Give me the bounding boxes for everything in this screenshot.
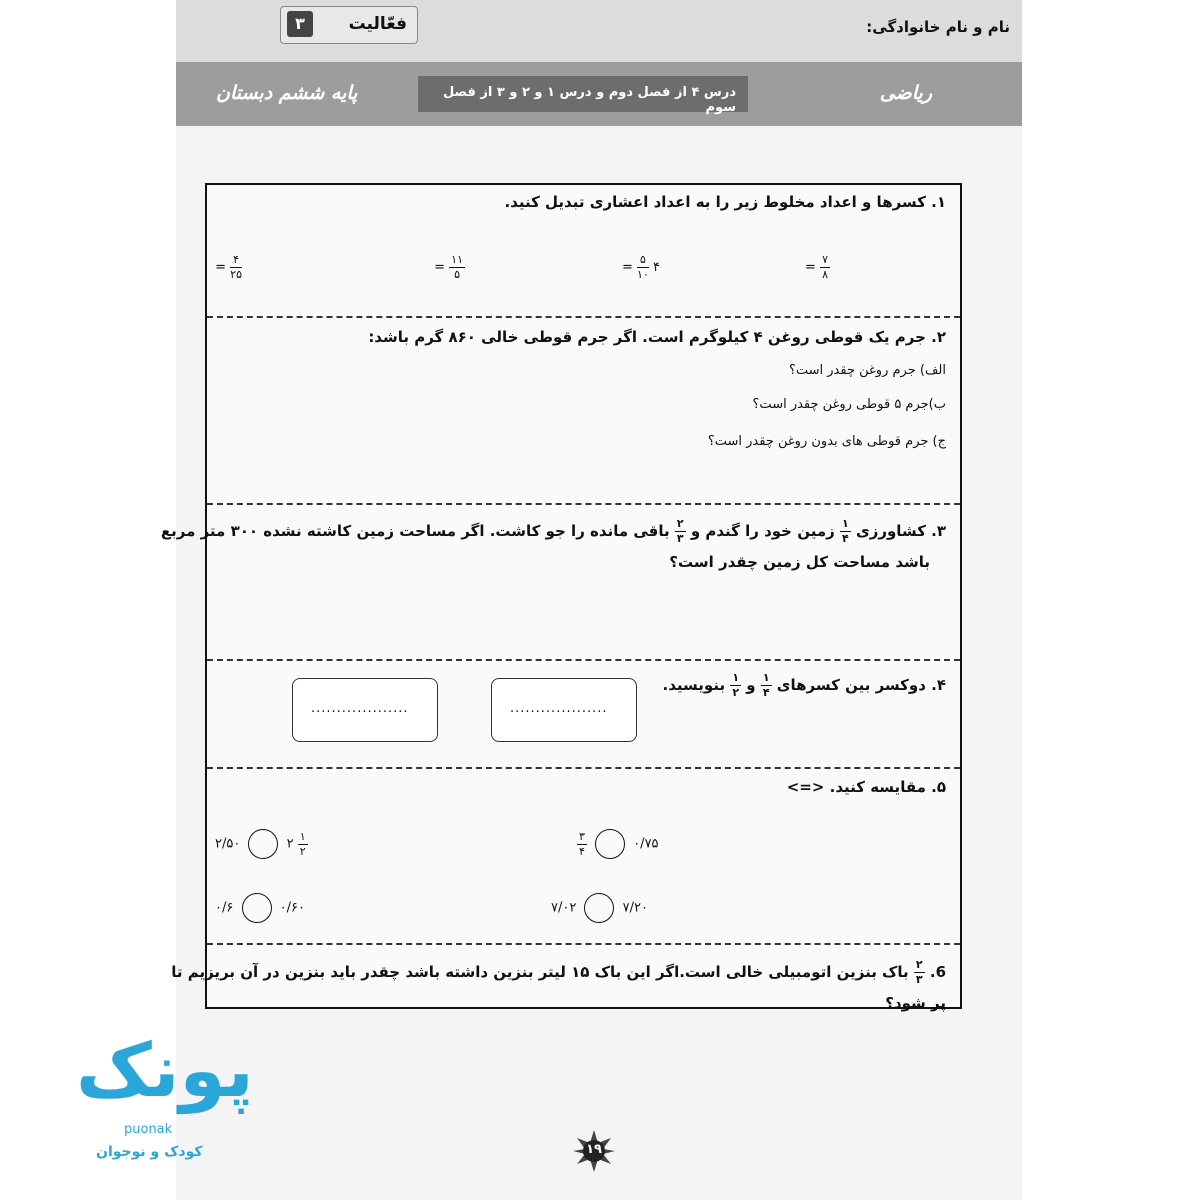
compare-row-2-left: ۰/۶ ۰/۶۰ [215,893,305,923]
equals-sign: = [622,260,633,275]
equals-sign: = [434,260,446,275]
question-3-line-1: ۳. کشاورزی ۱ ۴ زمین خود را گندم و ۲ ۳ باقی مانده را جو کاشت. اگر مساحت زمین کاشته نشده ۳۰۰ متر مربع [160,517,946,545]
q1-item-3 [434,253,465,282]
grade-title: پایه ششم دبستان [216,82,358,104]
question-2-text: ۲. جرم یک قوطی روغن ۴ کیلوگرم است. اگر جرم قوطی خالی ۸۶۰ گرم باشد: [368,328,946,346]
q1-item-1 [805,253,830,282]
equals-sign: = [215,260,227,275]
fraction: ۳ ۴ [579,829,585,858]
question-2-part-a: الف) جرم روغن چقدر است؟ [788,363,946,378]
divider [207,943,960,945]
answer-box-1[interactable] [491,678,637,742]
lesson-text: درس ۴ از فصل دوم و درس ۱ و ۲ و ۳ از فصل سوم [442,85,736,115]
compare-row-1-left: ۲/۵۰ ۲ ۱ ۲ [215,829,306,858]
compare-circle[interactable] [595,829,625,859]
logo-brand: puonak [124,1122,173,1137]
divider [207,659,960,661]
logo-tagline: کودک و نوجوان [96,1144,203,1160]
fraction: ۵ ۱۰ [637,253,649,281]
fraction: ۲ ۳ [915,958,923,986]
compare-circle[interactable] [248,829,278,859]
fraction: ۱ ۴ [842,517,849,545]
answer-box-2[interactable] [292,678,438,742]
questions-box [160,183,962,1012]
question-2-part-c: ج) جرم قوطی های بدون روغن چقدر است؟ [707,434,946,449]
fraction: ۱ ۲ [732,671,740,699]
header-subject-band [176,62,1022,126]
q1-item-2 [622,253,660,282]
fraction: ۴ ۲۵ [230,253,242,281]
question-5-text: ۵. مقایسه کنید. <=> [786,778,946,796]
question-6-line-2: پر شود؟ [885,994,946,1012]
fraction: ۱ ۲ [299,829,306,858]
equals-sign: = [805,260,816,275]
compare-row-1-right: ۳ ۴ ۰/۷۵ [579,829,659,858]
question-6-line-1: 6. ۲ ۳ باک بنزین اتومبیلی خالی است.اگر این باک ۱۵ لیتر بنزین داشته باشد چقدر باید بنزین در آن بریزیم تا [171,958,946,986]
question-1-text: ۱. کسرها و اعداد مخلوط زیر را به اعداد اعشاری تبدیل کنید. [504,193,946,211]
activity-number: ۳ [287,11,313,37]
compare-circle[interactable] [584,893,614,923]
fraction: ۱۱ ۵ [451,253,463,281]
question-4-text: ۴. دوکسر بین کسرهای ۱ ۴ و ۱ ۲ بنویسید. [662,671,946,699]
divider [207,503,960,505]
fraction: ۲ ۳ [676,517,684,545]
logo-mark: پونک [76,1028,254,1114]
divider [207,316,960,318]
lesson-band [418,76,748,115]
name-label: نام و نام خانوادگی: [866,18,1010,36]
puonak-logo [46,1028,254,1178]
fraction: ۷ ۸ [822,253,828,281]
subject-title: ریاضی [879,82,932,104]
page-number: ۱۹ [586,1142,602,1157]
compare-circle[interactable] [242,893,272,923]
whole-part: ۴ [653,260,660,275]
answer-placeholder: ................... [510,701,608,716]
activity-badge [280,6,418,44]
fraction: ۱ ۴ [762,671,770,699]
question-2-part-b: ب)جرم ۵ قوطی روغن چقدر است؟ [752,397,946,412]
header-top-band [176,0,1022,62]
q1-item-4 [215,253,242,282]
compare-row-2-right: ۷/۰۲ ۷/۲۰ [551,893,648,923]
answer-placeholder: ................... [311,701,409,716]
divider [207,767,960,769]
activity-label: فعّالیت [348,14,407,34]
question-3-line-2: باشد مساحت کل زمین چقدر است؟ [669,553,930,571]
page-number-badge [573,1130,615,1172]
